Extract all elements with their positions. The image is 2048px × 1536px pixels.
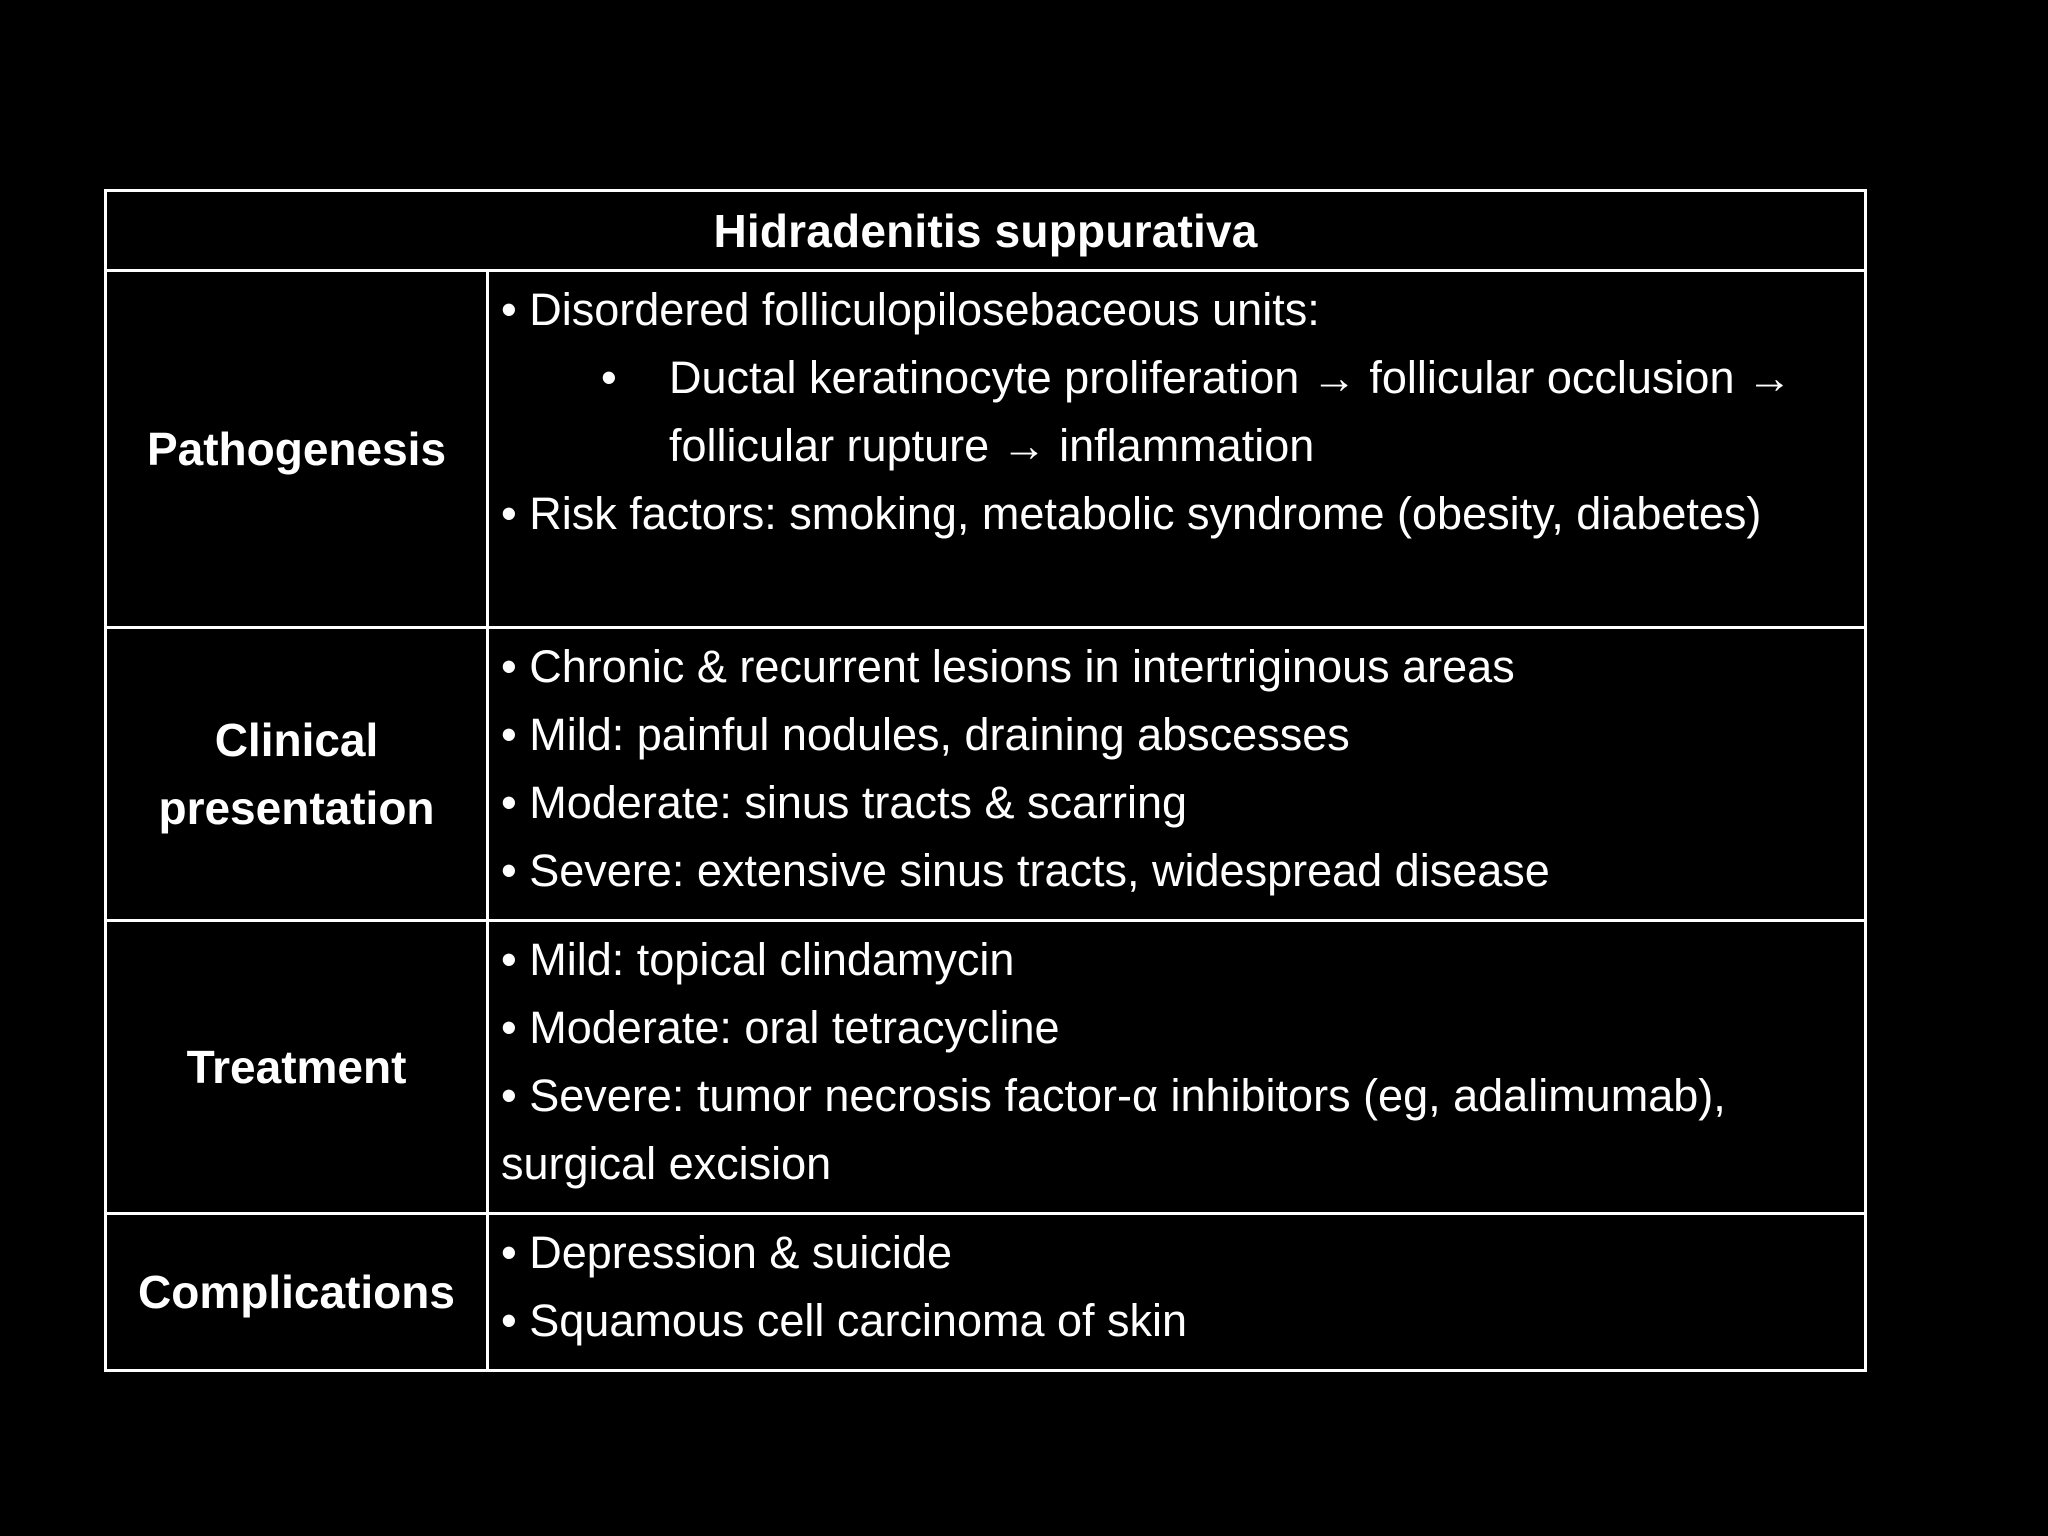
row-label-complications: Complications (106, 1214, 488, 1371)
table-row (106, 628, 1866, 921)
list-item: • Severe: tumor necrosis factor-α inhibitors (eg, adalimumab), surgical excision (501, 1070, 1726, 1189)
list-item: • Mild: topical clindamycin (501, 934, 1015, 985)
list-item: • Mild: painful nodules, draining abscesses (501, 709, 1350, 760)
table-row (106, 1214, 1866, 1371)
table-row (106, 921, 1866, 1214)
row-content-complications (488, 1214, 1866, 1371)
table-row (106, 271, 1866, 628)
list-item: • Risk factors: smoking, metabolic syndrome (obesity, diabetes) (501, 488, 1762, 539)
row-label-clinical-presentation: Clinical presentation (106, 628, 488, 921)
table-title-row (106, 191, 1866, 271)
row-content-clinical-presentation (488, 628, 1866, 921)
list-item: • Squamous cell carcinoma of skin (501, 1295, 1188, 1346)
list-item: • Severe: extensive sinus tracts, widespread disease (501, 845, 1550, 896)
row-label-treatment: Treatment (106, 921, 488, 1214)
list-item: • Moderate: sinus tracts & scarring (501, 777, 1188, 828)
list-item: • Depression & suicide (501, 1227, 952, 1278)
sub-list-item-text: Ductal keratinocyte proliferation → follicular occlusion → follicular rupture → inflammation (669, 352, 1792, 471)
list-item: • Disordered folliculopilosebaceous units: (501, 284, 1320, 335)
row-content-pathogenesis (488, 271, 1866, 628)
summary-table (104, 189, 1867, 1372)
list-item: • Moderate: oral tetracycline (501, 1002, 1060, 1053)
table-title: Hidradenitis suppurativa (106, 191, 1866, 271)
list-item: • Chronic & recurrent lesions in intertriginous areas (501, 641, 1515, 692)
row-content-treatment (488, 921, 1866, 1214)
row-label-pathogenesis: Pathogenesis (106, 271, 488, 628)
bullet-icon: • (601, 352, 617, 403)
sub-list-item (501, 344, 1856, 480)
